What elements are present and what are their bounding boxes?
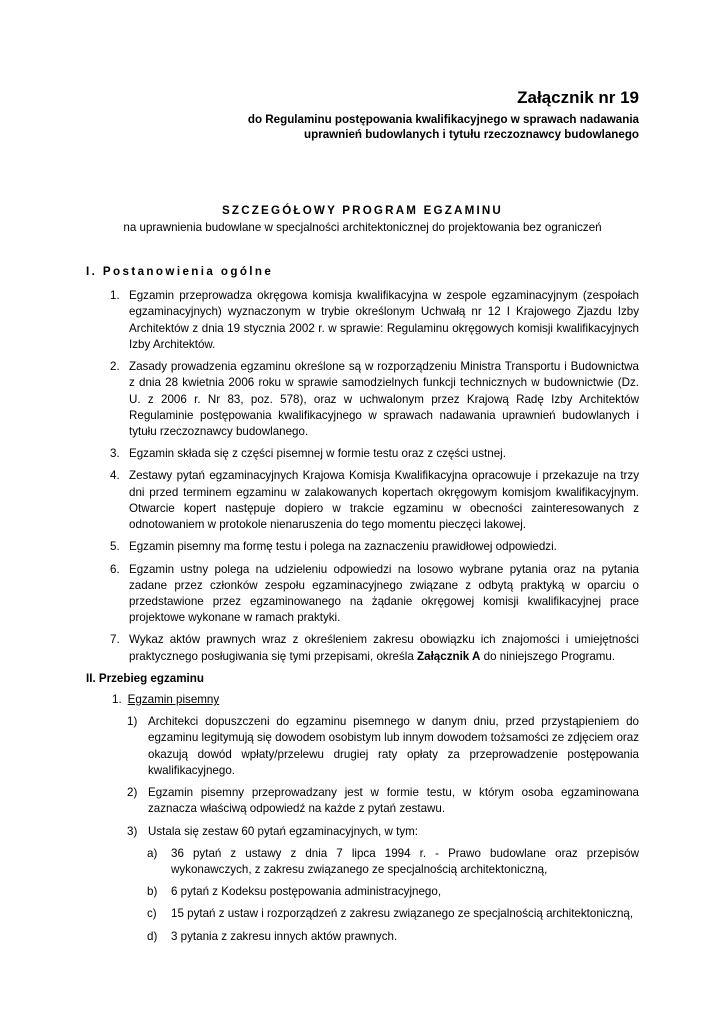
subsection-heading bbox=[86, 692, 639, 708]
item-text: 6 pytań z Kodeksu postępowania administracyjnego, bbox=[171, 885, 442, 899]
item-number: 7. bbox=[110, 633, 120, 647]
subsection-number: 1. bbox=[112, 693, 122, 707]
item-text-bold: Załącznik A bbox=[417, 649, 481, 663]
item-text: Zasady prowadzenia egzaminu określone są w rozporządzeniu Ministra Transportu i Budownictwa z dnia 28 kwietnia 2006 roku w sprawie samodzielnych funkcji technicznych w budownictwie (Dz. U. z 2006 r. Nr 83, poz. 578), oraz w uchwalonym przez Krajową Radę Izby Architektów Regulaminie postępowania kwalifikacyjnego w sprawach nadawania uprawnień budowlanych i tytułu rzeczoznawcy budowlanego. bbox=[129, 360, 639, 438]
list-item bbox=[86, 562, 639, 627]
item-number: 6. bbox=[110, 562, 120, 576]
list-item bbox=[86, 539, 639, 555]
list-item bbox=[86, 632, 639, 664]
item-number: 3. bbox=[110, 447, 120, 461]
item-text: Egzamin pisemny przeprowadzany jest w formie testu, w którym osoba egzaminowana zaznacza właściwą odpowiedź na każde z pytań zestawu. bbox=[148, 786, 639, 816]
attachment-title: Załącznik nr 19 bbox=[517, 88, 639, 107]
item-letter: b) bbox=[147, 885, 158, 899]
item-number: 1. bbox=[110, 289, 120, 303]
item-text: 3 pytania z zakresu innych aktów prawnych. bbox=[171, 929, 398, 943]
attachment-subtitle-line1: do Regulaminu postępowania kwalifikacyjnego w sprawach nadawania bbox=[247, 112, 639, 126]
item-text: do niniejszego Programu. bbox=[480, 649, 616, 663]
program-heading bbox=[86, 203, 639, 236]
item-text: Zestawy pytań egzaminacyjnych Krajowa Komisja Kwalifikacyjna opracowuje i przekazuje na trzy dni przed terminem egzaminu w zalakowanych kopertach okręgowym komisjom kwalifikacyjnym. Otwarcie kopert następuje dopiero w trakcie egzaminu w obecności zainteresowanych z odnotowaniem w protokole nienaruszenia do tego momentu pieczęci lakowej. bbox=[129, 469, 639, 532]
item-number: 2) bbox=[127, 786, 138, 800]
program-subtitle: na uprawnienia budowlane w specjalności architektonicznej do projektowania bez ograniczeń bbox=[123, 221, 602, 235]
list-item bbox=[86, 846, 639, 878]
list-item bbox=[86, 468, 639, 533]
item-letter: c) bbox=[147, 907, 157, 921]
item-text: Egzamin pisemny ma formę testu i polega na zaznaczeniu prawidłowej odpowiedzi. bbox=[129, 540, 557, 554]
document-body bbox=[86, 264, 639, 951]
list-item bbox=[86, 785, 639, 817]
item-number: 2. bbox=[110, 360, 120, 374]
item-number: 5. bbox=[110, 540, 120, 554]
list-item bbox=[86, 288, 639, 353]
section-heading-exam-course: II. Przebieg egzaminu bbox=[86, 671, 204, 685]
item-text: Ustala się zestaw 60 pytań egzaminacyjnych, w tym: bbox=[148, 824, 418, 838]
list-item bbox=[86, 906, 639, 922]
list-item bbox=[86, 824, 639, 840]
item-text: Egzamin składa się z części pisemnej w formie testu oraz z części ustnej. bbox=[129, 447, 506, 461]
item-text: Wykaz aktów prawnych wraz z określeniem zakresu obowiązku ich znajomości i umiejętności praktycznego posługiwania się tymi przepisami, określa bbox=[129, 633, 639, 663]
list-item bbox=[86, 929, 639, 945]
item-number: 3) bbox=[127, 824, 138, 838]
attachment-header bbox=[248, 86, 639, 143]
list-item bbox=[86, 446, 639, 462]
subsection-label: Egzamin pisemny bbox=[127, 693, 220, 707]
attachment-subtitle-line2: uprawnień budowlanych i tytułu rzeczoznawcy budowlanego bbox=[304, 128, 639, 142]
item-text: Egzamin przeprowadza okręgowa komisja kwalifikacyjna w zespole egzaminacyjnym (zespołach egzaminacyjnych) wyznaczonym w trybie określonym Uchwałą nr 12 I Krajowego Zjazdu Izby Architektów z dnia 19 stycznia 2002 r. w sprawie: Regulaminu okręgowych komisji kwalifikacyjnych Izby Architektów. bbox=[129, 289, 639, 351]
item-text: Architekci dopuszczeni do egzaminu pisemnego w danym dniu, przed przystąpieniem do egzaminu legitymują się dowodem osobistym lub innym dowodem tożsamości ze zdjęciem oraz okazują dowód wpłaty/przelewu drugiej raty opłaty za przeprowadzenie postępowania kwalifikacyjnego. bbox=[148, 715, 639, 777]
list-item bbox=[86, 359, 639, 440]
item-number: 4. bbox=[110, 469, 120, 483]
list-item bbox=[86, 884, 639, 900]
item-text: 15 pytań z ustaw i rozporządzeń z zakresu związanego ze specjalnością architektoniczną, bbox=[171, 907, 634, 921]
item-letter: d) bbox=[147, 929, 158, 943]
item-letter: a) bbox=[147, 846, 158, 860]
item-number: 1) bbox=[127, 715, 138, 729]
section-heading-general: I. Postanowienia ogólne bbox=[86, 265, 274, 278]
list-item bbox=[86, 714, 639, 779]
item-text: 36 pytań z ustawy z dnia 7 lipca 1994 r. - Prawo budowlane oraz przepisów wykonawczych, z zakresu związanego ze specjalnością architektoniczną, bbox=[171, 846, 639, 876]
item-text: Egzamin ustny polega na udzieleniu odpowiedzi na losowo wybrane pytania oraz na pytania zadane przez członków zespołu egzaminacyjnego związane z odbytą praktyką w oparciu o przedstawione przez egzaminowanego na żądanie okręgowej komisji kwalifikacyjnej prace projektowe wykonane w ramach praktyki. bbox=[129, 562, 639, 625]
program-title: SZCZEGÓŁOWY PROGRAM EGZAMINU bbox=[221, 204, 504, 217]
